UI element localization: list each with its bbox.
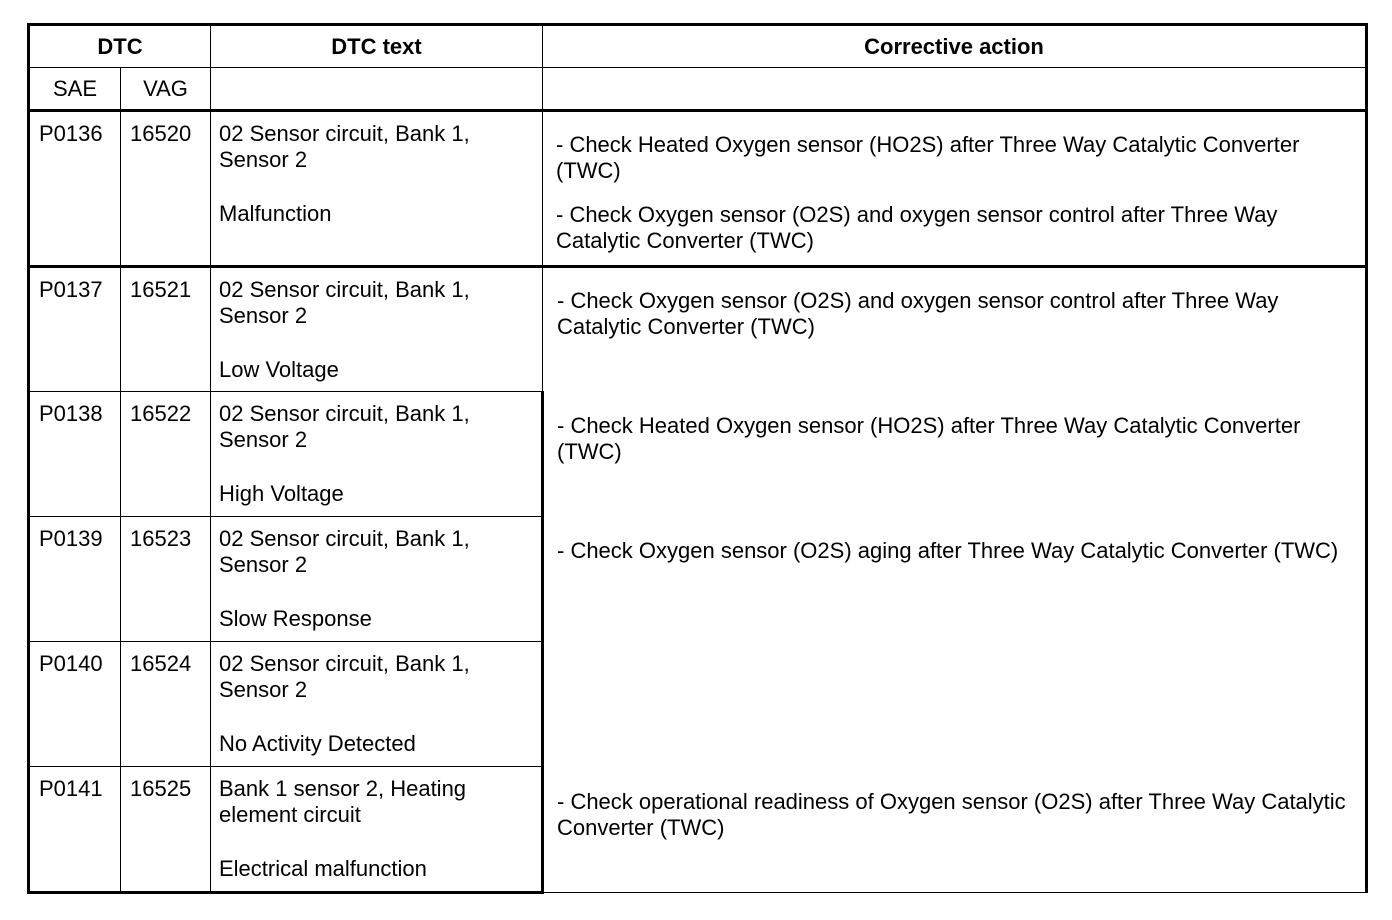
dtc-text-cell xyxy=(211,267,543,392)
dtc-text-cell xyxy=(211,517,543,642)
header-vag: VAG xyxy=(121,68,211,111)
dtc-description: Bank 1 sensor 2, Heating element circuit xyxy=(219,776,467,827)
corrective-action-item: - Check Oxygen sensor (O2S) aging after Three Way Catalytic Converter (TWC) xyxy=(557,538,1339,563)
sae-code: P0140 xyxy=(29,642,121,767)
dtc-description: 02 Sensor circuit, Bank 1, Sensor 2 xyxy=(219,401,470,452)
header-corrective-action: Corrective action xyxy=(543,25,1367,68)
corrective-action-cell xyxy=(543,111,1367,267)
vag-code: 16524 xyxy=(121,642,211,767)
dtc-table xyxy=(27,23,1368,894)
corrective-action-cell xyxy=(543,267,1367,893)
table-row xyxy=(29,111,1367,267)
header-dtc: DTC xyxy=(29,25,211,68)
dtc-text-cell xyxy=(211,111,543,267)
vag-code: 16521 xyxy=(121,267,211,392)
dtc-text-cell xyxy=(211,392,543,517)
corrective-action-item: - Check operational readiness of Oxygen sensor (O2S) after Three Way Catalytic Converter (TWC) xyxy=(557,789,1346,840)
dtc-description: 02 Sensor circuit, Bank 1, Sensor 2 xyxy=(219,651,470,702)
dtc-condition: Low Voltage xyxy=(219,357,339,382)
subheader-row xyxy=(29,68,1367,111)
dtc-description: 02 Sensor circuit, Bank 1, Sensor 2 xyxy=(219,526,470,577)
dtc-description: 02 Sensor circuit, Bank 1, Sensor 2 xyxy=(219,277,470,328)
vag-code: 16525 xyxy=(121,767,211,893)
vag-code: 16523 xyxy=(121,517,211,642)
dtc-condition: Slow Response xyxy=(219,606,372,631)
corrective-action-item: - Check Oxygen sensor (O2S) and oxygen sensor control after Three Way Catalytic Converter (TWC) xyxy=(557,288,1279,339)
dtc-text-cell xyxy=(211,767,543,893)
header-empty-text xyxy=(211,68,543,111)
header-empty-action xyxy=(543,68,1367,111)
header-sae: SAE xyxy=(29,68,121,111)
vag-code: 16522 xyxy=(121,392,211,517)
sae-code: P0139 xyxy=(29,517,121,642)
corrective-action-item: - Check Oxygen sensor (O2S) and oxygen sensor control after Three Way Catalytic Converter (TWC) xyxy=(556,202,1278,253)
table-row xyxy=(29,267,1367,392)
dtc-text-cell xyxy=(211,642,543,767)
dtc-condition: High Voltage xyxy=(219,481,344,506)
dtc-condition: No Activity Detected xyxy=(219,731,416,756)
sae-code: P0138 xyxy=(29,392,121,517)
dtc-description: 02 Sensor circuit, Bank 1, Sensor 2 xyxy=(219,121,470,172)
dtc-condition: Malfunction xyxy=(219,201,332,226)
header-dtc-text: DTC text xyxy=(211,25,543,68)
sae-code: P0141 xyxy=(29,767,121,893)
sae-code: P0136 xyxy=(29,111,121,267)
vag-code: 16520 xyxy=(121,111,211,267)
corrective-action-item: - Check Heated Oxygen sensor (HO2S) after Three Way Catalytic Converter (TWC) xyxy=(557,413,1301,464)
header-row xyxy=(29,25,1367,68)
corrective-action-item: - Check Heated Oxygen sensor (HO2S) after Three Way Catalytic Converter (TWC) xyxy=(556,132,1300,183)
sae-code: P0137 xyxy=(29,267,121,392)
dtc-condition: Electrical malfunction xyxy=(219,856,427,881)
